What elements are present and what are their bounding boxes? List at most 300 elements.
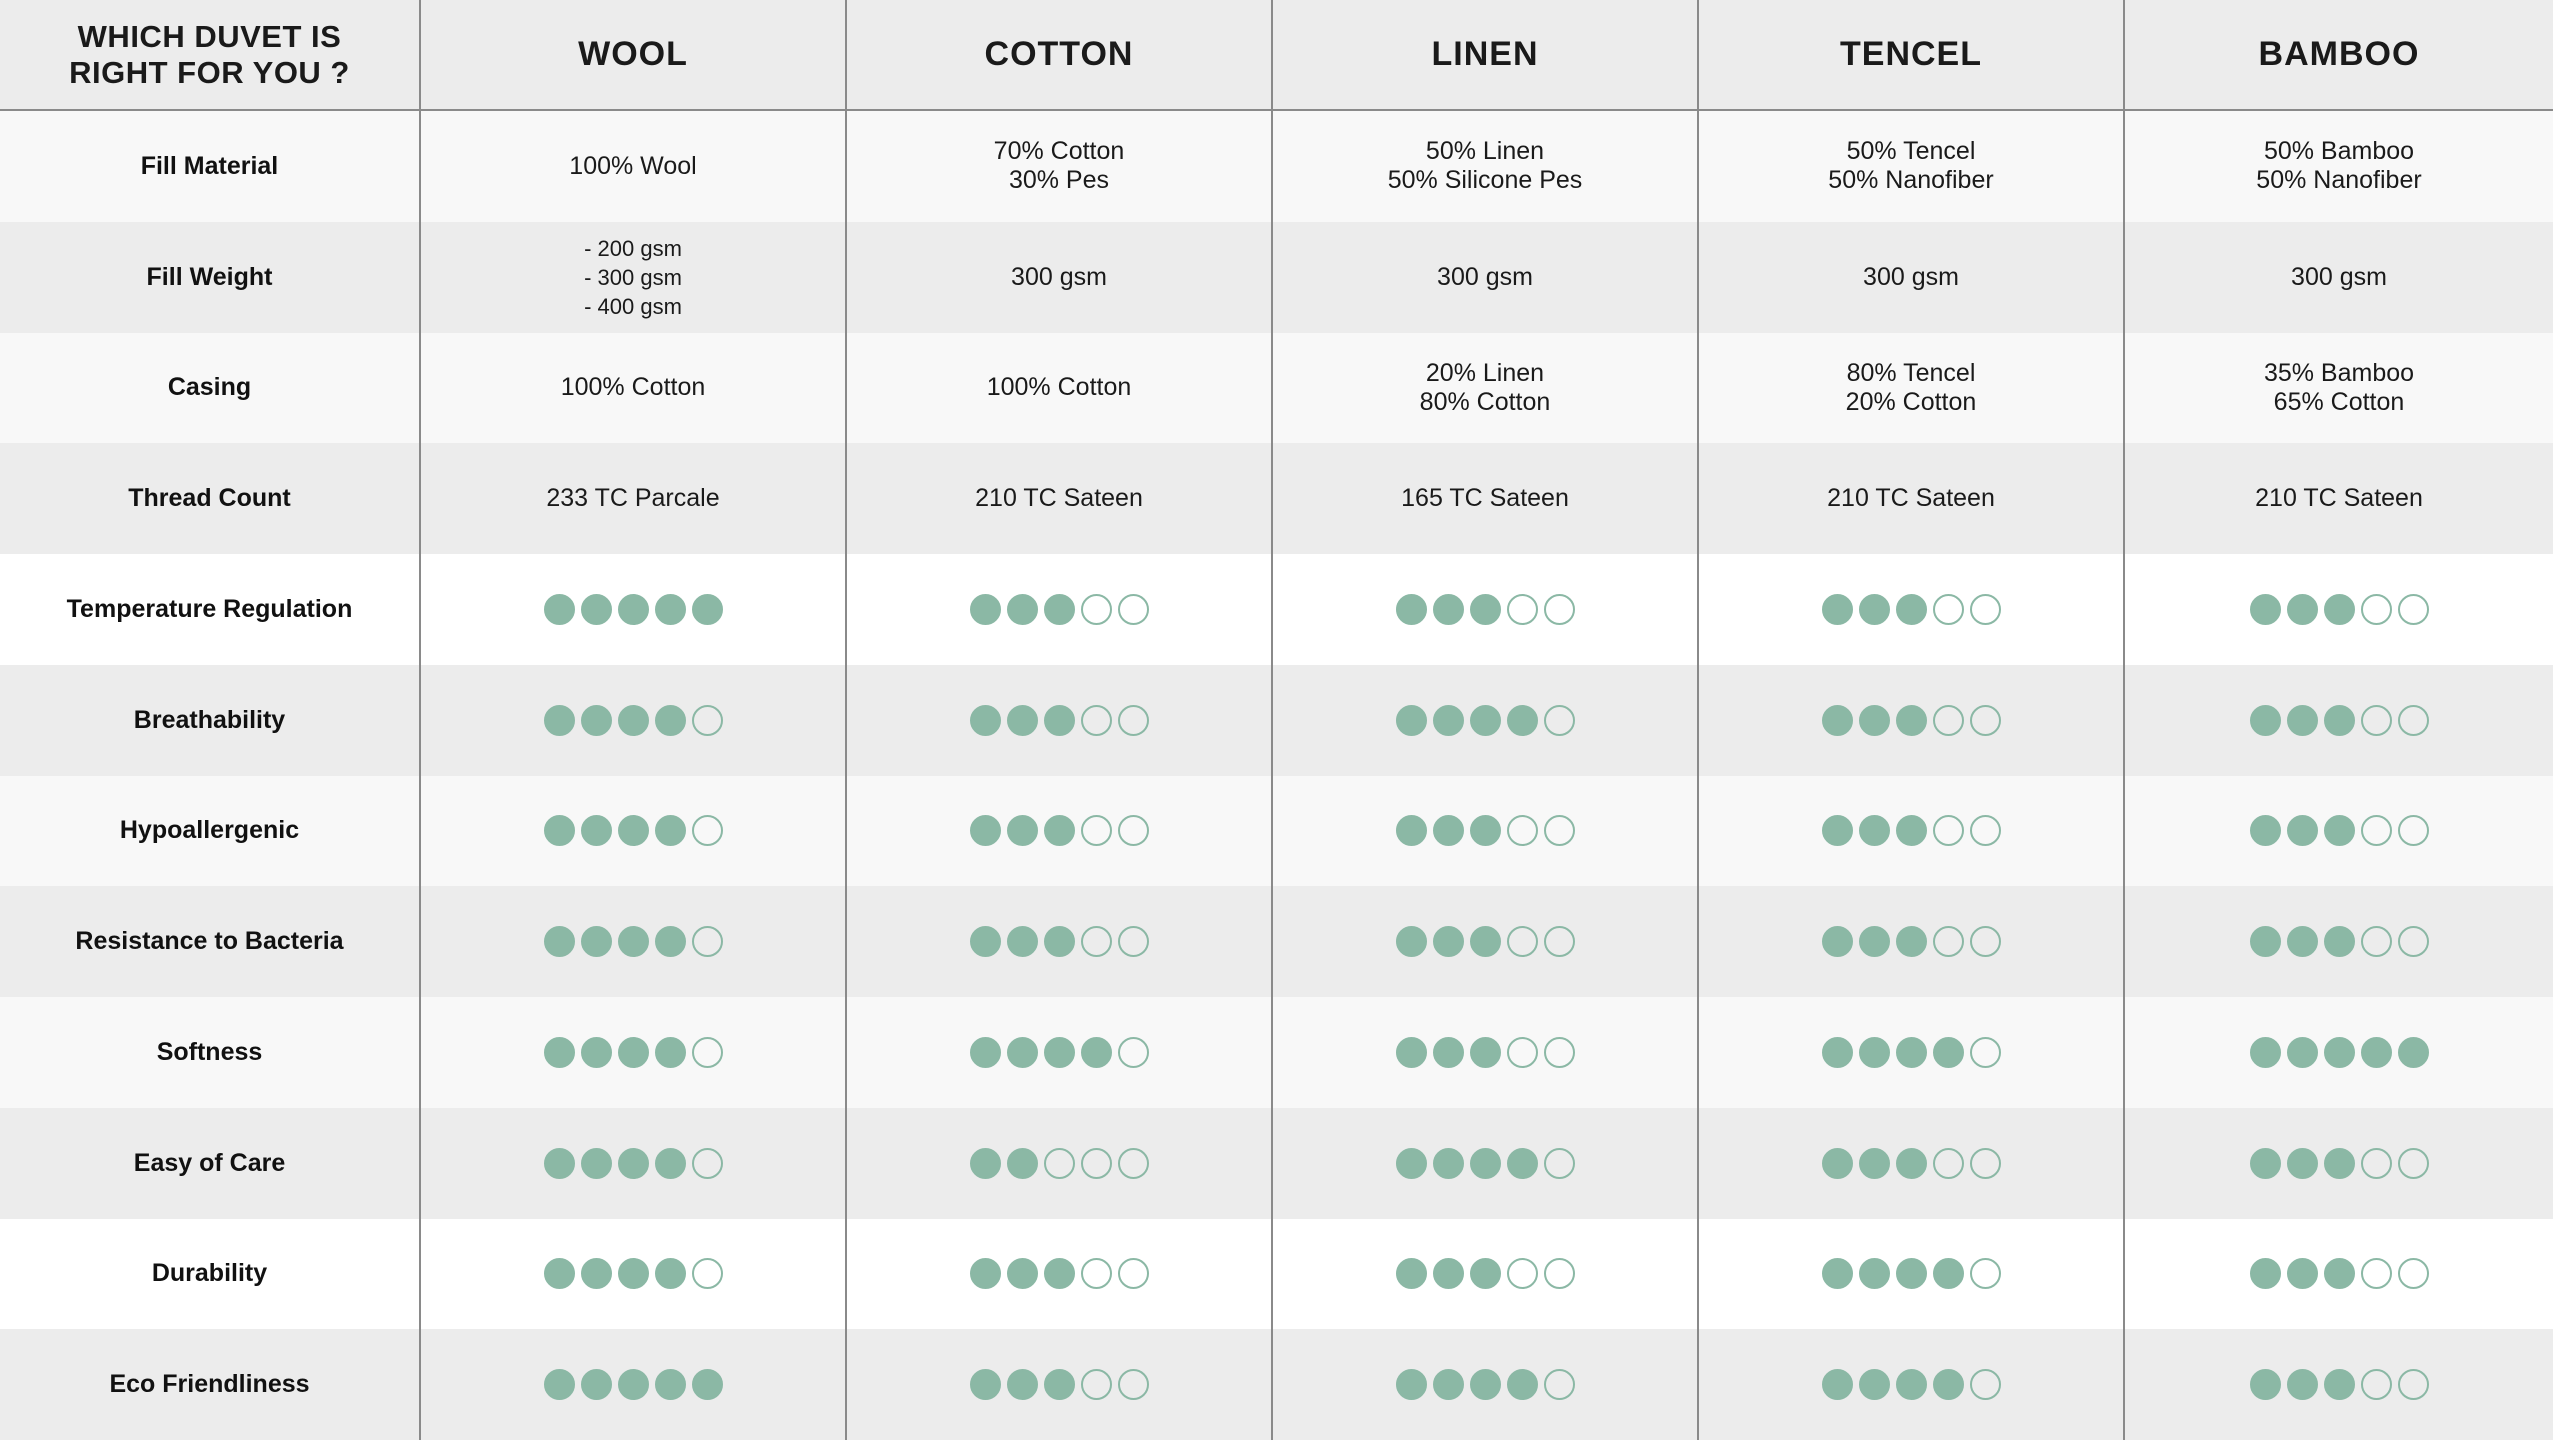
- filled-circle-icon: [1433, 1258, 1464, 1289]
- filled-circle-icon: [1470, 1258, 1501, 1289]
- filled-circle-icon: [1470, 594, 1501, 625]
- rating-cell-linen: [1273, 554, 1699, 665]
- rating-dots: [970, 1258, 1149, 1289]
- rating-cell-linen: [1273, 1108, 1699, 1219]
- rating-dots: [2250, 1148, 2429, 1179]
- filled-circle-icon: [1396, 705, 1427, 736]
- table-cell-wool: 100% Wool: [421, 111, 847, 222]
- table-cell-linen: 165 TC Sateen: [1273, 443, 1699, 554]
- empty-circle-icon: [1081, 1258, 1112, 1289]
- filled-circle-icon: [1044, 705, 1075, 736]
- empty-circle-icon: [2398, 1148, 2429, 1179]
- empty-circle-icon: [1081, 594, 1112, 625]
- filled-circle-icon: [1433, 815, 1464, 846]
- rating-cell-cotton: [847, 776, 1273, 887]
- filled-circle-icon: [1081, 1037, 1112, 1068]
- rating-dots: [1822, 705, 2001, 736]
- filled-circle-icon: [618, 926, 649, 957]
- column-header-wool: WOOL: [421, 0, 847, 111]
- rating-dots: [544, 594, 723, 625]
- filled-circle-icon: [1396, 926, 1427, 957]
- empty-circle-icon: [2361, 1369, 2392, 1400]
- rating-dots: [1822, 1037, 2001, 1068]
- filled-circle-icon: [692, 1369, 723, 1400]
- rating-cell-cotton: [847, 1219, 1273, 1330]
- rating-cell-linen: [1273, 776, 1699, 887]
- column-header-cotton: COTTON: [847, 0, 1273, 111]
- rating-cell-linen: [1273, 665, 1699, 776]
- filled-circle-icon: [2250, 1148, 2281, 1179]
- empty-circle-icon: [1544, 815, 1575, 846]
- rating-cell-wool: [421, 776, 847, 887]
- empty-circle-icon: [1544, 1258, 1575, 1289]
- empty-circle-icon: [1118, 926, 1149, 957]
- table-cell-linen: 20% Linen 80% Cotton: [1273, 333, 1699, 444]
- filled-circle-icon: [618, 1148, 649, 1179]
- filled-circle-icon: [1470, 705, 1501, 736]
- rating-cell-tencel: [1699, 1329, 2125, 1440]
- empty-circle-icon: [2398, 926, 2429, 957]
- row-label: Temperature Regulation: [0, 554, 421, 665]
- empty-circle-icon: [692, 1258, 723, 1289]
- filled-circle-icon: [1896, 705, 1927, 736]
- empty-circle-icon: [1081, 815, 1112, 846]
- rating-dots: [1396, 926, 1575, 957]
- filled-circle-icon: [544, 1148, 575, 1179]
- rating-dots: [1396, 1037, 1575, 1068]
- table-title: WHICH DUVET IS RIGHT FOR YOU ?: [0, 0, 421, 111]
- filled-circle-icon: [1933, 1258, 1964, 1289]
- table-cell-wool: 233 TC Parcale: [421, 443, 847, 554]
- row-label: Fill Weight: [0, 222, 421, 333]
- filled-circle-icon: [1007, 1148, 1038, 1179]
- rating-dots: [544, 1148, 723, 1179]
- empty-circle-icon: [2361, 594, 2392, 625]
- table-cell-cotton: 210 TC Sateen: [847, 443, 1273, 554]
- rating-dots: [1396, 594, 1575, 625]
- filled-circle-icon: [1507, 1369, 1538, 1400]
- empty-circle-icon: [1507, 594, 1538, 625]
- table-cell-tencel: 50% Tencel 50% Nanofiber: [1699, 111, 2125, 222]
- filled-circle-icon: [2250, 1037, 2281, 1068]
- empty-circle-icon: [1970, 1258, 2001, 1289]
- filled-circle-icon: [970, 1258, 1001, 1289]
- empty-circle-icon: [1933, 594, 1964, 625]
- rating-cell-bamboo: [2125, 886, 2553, 997]
- rating-dots: [970, 815, 1149, 846]
- filled-circle-icon: [1896, 1037, 1927, 1068]
- filled-circle-icon: [1007, 1037, 1038, 1068]
- rating-dots: [544, 1037, 723, 1068]
- filled-circle-icon: [1822, 815, 1853, 846]
- rating-cell-cotton: [847, 997, 1273, 1108]
- filled-circle-icon: [1470, 1148, 1501, 1179]
- filled-circle-icon: [544, 594, 575, 625]
- empty-circle-icon: [1933, 705, 1964, 736]
- filled-circle-icon: [1396, 1258, 1427, 1289]
- rating-cell-wool: [421, 886, 847, 997]
- filled-circle-icon: [692, 594, 723, 625]
- filled-circle-icon: [2287, 594, 2318, 625]
- rating-dots: [2250, 815, 2429, 846]
- filled-circle-icon: [544, 1258, 575, 1289]
- filled-circle-icon: [970, 926, 1001, 957]
- filled-circle-icon: [581, 1037, 612, 1068]
- rating-cell-wool: [421, 1108, 847, 1219]
- table-cell-bamboo: 50% Bamboo 50% Nanofiber: [2125, 111, 2553, 222]
- filled-circle-icon: [1044, 1369, 1075, 1400]
- filled-circle-icon: [1822, 1148, 1853, 1179]
- empty-circle-icon: [2398, 1258, 2429, 1289]
- filled-circle-icon: [1822, 1258, 1853, 1289]
- filled-circle-icon: [2324, 1148, 2355, 1179]
- filled-circle-icon: [1933, 1037, 1964, 1068]
- empty-circle-icon: [2361, 1258, 2392, 1289]
- empty-circle-icon: [692, 926, 723, 957]
- filled-circle-icon: [2287, 1148, 2318, 1179]
- filled-circle-icon: [1470, 1037, 1501, 1068]
- filled-circle-icon: [1896, 926, 1927, 957]
- rating-cell-cotton: [847, 886, 1273, 997]
- filled-circle-icon: [655, 1148, 686, 1179]
- empty-circle-icon: [1544, 705, 1575, 736]
- rating-dots: [1396, 815, 1575, 846]
- empty-circle-icon: [692, 1148, 723, 1179]
- filled-circle-icon: [1859, 1148, 1890, 1179]
- filled-circle-icon: [655, 1037, 686, 1068]
- rating-dots: [1822, 815, 2001, 846]
- column-header-tencel: TENCEL: [1699, 0, 2125, 111]
- filled-circle-icon: [1896, 1148, 1927, 1179]
- filled-circle-icon: [2324, 1258, 2355, 1289]
- filled-circle-icon: [1044, 815, 1075, 846]
- empty-circle-icon: [2361, 705, 2392, 736]
- table-cell-tencel: 210 TC Sateen: [1699, 443, 2125, 554]
- rating-dots: [970, 705, 1149, 736]
- rating-cell-tencel: [1699, 554, 2125, 665]
- filled-circle-icon: [1933, 1369, 1964, 1400]
- empty-circle-icon: [1970, 1148, 2001, 1179]
- empty-circle-icon: [1118, 1148, 1149, 1179]
- filled-circle-icon: [2250, 1369, 2281, 1400]
- filled-circle-icon: [544, 705, 575, 736]
- empty-circle-icon: [1507, 1037, 1538, 1068]
- row-label: Softness: [0, 997, 421, 1108]
- rating-dots: [1396, 1369, 1575, 1400]
- filled-circle-icon: [1507, 705, 1538, 736]
- empty-circle-icon: [2361, 926, 2392, 957]
- empty-circle-icon: [1118, 705, 1149, 736]
- filled-circle-icon: [2287, 1037, 2318, 1068]
- rating-cell-bamboo: [2125, 1219, 2553, 1330]
- empty-circle-icon: [1081, 1369, 1112, 1400]
- table-cell-tencel: 80% Tencel 20% Cotton: [1699, 333, 2125, 444]
- empty-circle-icon: [1970, 705, 2001, 736]
- rating-dots: [2250, 926, 2429, 957]
- table-cell-cotton: 100% Cotton: [847, 333, 1273, 444]
- filled-circle-icon: [1433, 705, 1464, 736]
- filled-circle-icon: [1433, 1037, 1464, 1068]
- filled-circle-icon: [1044, 594, 1075, 625]
- table-cell-tencel: 300 gsm: [1699, 222, 2125, 333]
- rating-cell-tencel: [1699, 1108, 2125, 1219]
- empty-circle-icon: [1081, 926, 1112, 957]
- filled-circle-icon: [2287, 1258, 2318, 1289]
- filled-circle-icon: [1044, 1037, 1075, 1068]
- rating-cell-linen: [1273, 997, 1699, 1108]
- filled-circle-icon: [2361, 1037, 2392, 1068]
- empty-circle-icon: [1544, 1369, 1575, 1400]
- empty-circle-icon: [1544, 594, 1575, 625]
- filled-circle-icon: [1859, 1037, 1890, 1068]
- empty-circle-icon: [1970, 926, 2001, 957]
- empty-circle-icon: [2398, 705, 2429, 736]
- empty-circle-icon: [2398, 594, 2429, 625]
- filled-circle-icon: [1859, 594, 1890, 625]
- filled-circle-icon: [2250, 1258, 2281, 1289]
- rating-cell-linen: [1273, 1219, 1699, 1330]
- filled-circle-icon: [1044, 926, 1075, 957]
- filled-circle-icon: [2287, 1369, 2318, 1400]
- empty-circle-icon: [1507, 815, 1538, 846]
- rating-dots: [2250, 1037, 2429, 1068]
- filled-circle-icon: [1822, 926, 1853, 957]
- empty-circle-icon: [1933, 1148, 1964, 1179]
- rating-dots: [1822, 926, 2001, 957]
- filled-circle-icon: [1859, 1258, 1890, 1289]
- empty-circle-icon: [1970, 594, 2001, 625]
- empty-circle-icon: [1970, 1369, 2001, 1400]
- filled-circle-icon: [2250, 594, 2281, 625]
- filled-circle-icon: [655, 594, 686, 625]
- filled-circle-icon: [1396, 1148, 1427, 1179]
- empty-circle-icon: [692, 815, 723, 846]
- rating-dots: [2250, 1369, 2429, 1400]
- empty-circle-icon: [1544, 1037, 1575, 1068]
- filled-circle-icon: [1433, 926, 1464, 957]
- filled-circle-icon: [1007, 594, 1038, 625]
- rating-cell-cotton: [847, 665, 1273, 776]
- empty-circle-icon: [1118, 815, 1149, 846]
- row-label: Fill Material: [0, 111, 421, 222]
- filled-circle-icon: [1470, 1369, 1501, 1400]
- empty-circle-icon: [2398, 815, 2429, 846]
- empty-circle-icon: [1970, 815, 2001, 846]
- rating-cell-tencel: [1699, 886, 2125, 997]
- filled-circle-icon: [1007, 1369, 1038, 1400]
- filled-circle-icon: [1822, 1369, 1853, 1400]
- rating-cell-tencel: [1699, 1219, 2125, 1330]
- filled-circle-icon: [655, 1258, 686, 1289]
- rating-cell-wool: [421, 1219, 847, 1330]
- rating-dots: [544, 1369, 723, 1400]
- rating-cell-wool: [421, 997, 847, 1108]
- empty-circle-icon: [1507, 1258, 1538, 1289]
- row-label: Thread Count: [0, 443, 421, 554]
- filled-circle-icon: [618, 815, 649, 846]
- filled-circle-icon: [2324, 1037, 2355, 1068]
- filled-circle-icon: [2287, 705, 2318, 736]
- filled-circle-icon: [581, 705, 612, 736]
- filled-circle-icon: [618, 1037, 649, 1068]
- column-header-linen: LINEN: [1273, 0, 1699, 111]
- rating-dots: [544, 705, 723, 736]
- filled-circle-icon: [2250, 705, 2281, 736]
- empty-circle-icon: [692, 1037, 723, 1068]
- rating-cell-bamboo: [2125, 554, 2553, 665]
- empty-circle-icon: [1118, 1258, 1149, 1289]
- filled-circle-icon: [1822, 594, 1853, 625]
- filled-circle-icon: [581, 1148, 612, 1179]
- filled-circle-icon: [970, 594, 1001, 625]
- table-cell-cotton: 70% Cotton 30% Pes: [847, 111, 1273, 222]
- rating-dots: [2250, 705, 2429, 736]
- rating-dots: [970, 1037, 1149, 1068]
- filled-circle-icon: [618, 705, 649, 736]
- empty-circle-icon: [692, 705, 723, 736]
- filled-circle-icon: [655, 926, 686, 957]
- rating-cell-tencel: [1699, 997, 2125, 1108]
- filled-circle-icon: [581, 926, 612, 957]
- filled-circle-icon: [1007, 926, 1038, 957]
- empty-circle-icon: [1081, 1148, 1112, 1179]
- filled-circle-icon: [1396, 1369, 1427, 1400]
- rating-cell-cotton: [847, 1108, 1273, 1219]
- filled-circle-icon: [1433, 1148, 1464, 1179]
- filled-circle-icon: [655, 815, 686, 846]
- empty-circle-icon: [1544, 926, 1575, 957]
- rating-dots: [1822, 594, 2001, 625]
- table-cell-linen: 300 gsm: [1273, 222, 1699, 333]
- filled-circle-icon: [2287, 926, 2318, 957]
- filled-circle-icon: [1396, 1037, 1427, 1068]
- rating-dots: [544, 926, 723, 957]
- filled-circle-icon: [1896, 1369, 1927, 1400]
- column-header-bamboo: BAMBOO: [2125, 0, 2553, 111]
- empty-circle-icon: [2361, 815, 2392, 846]
- filled-circle-icon: [2324, 926, 2355, 957]
- empty-circle-icon: [1118, 1369, 1149, 1400]
- rating-cell-cotton: [847, 554, 1273, 665]
- rating-dots: [970, 594, 1149, 625]
- filled-circle-icon: [1896, 815, 1927, 846]
- rating-dots: [1396, 705, 1575, 736]
- filled-circle-icon: [1896, 1258, 1927, 1289]
- filled-circle-icon: [1507, 1148, 1538, 1179]
- rating-dots: [1822, 1258, 2001, 1289]
- filled-circle-icon: [581, 1258, 612, 1289]
- rating-dots: [1822, 1369, 2001, 1400]
- empty-circle-icon: [1044, 1148, 1075, 1179]
- filled-circle-icon: [544, 926, 575, 957]
- empty-circle-icon: [1118, 594, 1149, 625]
- table-cell-bamboo: 210 TC Sateen: [2125, 443, 2553, 554]
- row-label: Breathability: [0, 665, 421, 776]
- rating-cell-bamboo: [2125, 997, 2553, 1108]
- empty-circle-icon: [1970, 1037, 2001, 1068]
- empty-circle-icon: [1507, 926, 1538, 957]
- filled-circle-icon: [1044, 1258, 1075, 1289]
- filled-circle-icon: [655, 1369, 686, 1400]
- table-cell-bamboo: 300 gsm: [2125, 222, 2553, 333]
- filled-circle-icon: [1396, 594, 1427, 625]
- rating-cell-wool: [421, 665, 847, 776]
- table-cell-cotton: 300 gsm: [847, 222, 1273, 333]
- filled-circle-icon: [1007, 1258, 1038, 1289]
- rating-dots: [970, 1148, 1149, 1179]
- rating-cell-tencel: [1699, 665, 2125, 776]
- filled-circle-icon: [1859, 1369, 1890, 1400]
- rating-dots: [1822, 1148, 2001, 1179]
- rating-dots: [2250, 1258, 2429, 1289]
- row-label: Eco Friendliness: [0, 1329, 421, 1440]
- table-cell-wool: 100% Cotton: [421, 333, 847, 444]
- filled-circle-icon: [618, 594, 649, 625]
- filled-circle-icon: [2324, 815, 2355, 846]
- rating-cell-tencel: [1699, 776, 2125, 887]
- row-label: Hypoallergenic: [0, 776, 421, 887]
- filled-circle-icon: [970, 705, 1001, 736]
- filled-circle-icon: [2324, 594, 2355, 625]
- filled-circle-icon: [1859, 815, 1890, 846]
- filled-circle-icon: [544, 1369, 575, 1400]
- rating-dots: [2250, 594, 2429, 625]
- rating-cell-bamboo: [2125, 1108, 2553, 1219]
- rating-cell-bamboo: [2125, 665, 2553, 776]
- rating-cell-wool: [421, 1329, 847, 1440]
- rating-dots: [544, 1258, 723, 1289]
- empty-circle-icon: [1544, 1148, 1575, 1179]
- filled-circle-icon: [1470, 926, 1501, 957]
- filled-circle-icon: [2324, 705, 2355, 736]
- filled-circle-icon: [618, 1369, 649, 1400]
- filled-circle-icon: [544, 815, 575, 846]
- rating-cell-wool: [421, 554, 847, 665]
- row-label: Resistance to Bacteria: [0, 886, 421, 997]
- filled-circle-icon: [1433, 594, 1464, 625]
- filled-circle-icon: [1822, 1037, 1853, 1068]
- table-cell-linen: 50% Linen 50% Silicone Pes: [1273, 111, 1699, 222]
- filled-circle-icon: [1822, 705, 1853, 736]
- rating-dots: [1396, 1258, 1575, 1289]
- rating-cell-linen: [1273, 886, 1699, 997]
- empty-circle-icon: [1933, 815, 1964, 846]
- empty-circle-icon: [1118, 1037, 1149, 1068]
- row-label: Casing: [0, 333, 421, 444]
- filled-circle-icon: [1859, 705, 1890, 736]
- row-label: Easy of Care: [0, 1108, 421, 1219]
- rating-cell-bamboo: [2125, 776, 2553, 887]
- filled-circle-icon: [581, 815, 612, 846]
- table-cell-wool: - 200 gsm - 300 gsm - 400 gsm: [421, 222, 847, 333]
- rating-dots: [544, 815, 723, 846]
- filled-circle-icon: [655, 705, 686, 736]
- filled-circle-icon: [618, 1258, 649, 1289]
- filled-circle-icon: [970, 1369, 1001, 1400]
- filled-circle-icon: [2398, 1037, 2429, 1068]
- rating-dots: [970, 1369, 1149, 1400]
- filled-circle-icon: [2324, 1369, 2355, 1400]
- rating-cell-cotton: [847, 1329, 1273, 1440]
- filled-circle-icon: [544, 1037, 575, 1068]
- empty-circle-icon: [2361, 1148, 2392, 1179]
- filled-circle-icon: [2250, 815, 2281, 846]
- rating-dots: [970, 926, 1149, 957]
- rating-cell-linen: [1273, 1329, 1699, 1440]
- filled-circle-icon: [1396, 815, 1427, 846]
- filled-circle-icon: [2287, 815, 2318, 846]
- empty-circle-icon: [1081, 705, 1112, 736]
